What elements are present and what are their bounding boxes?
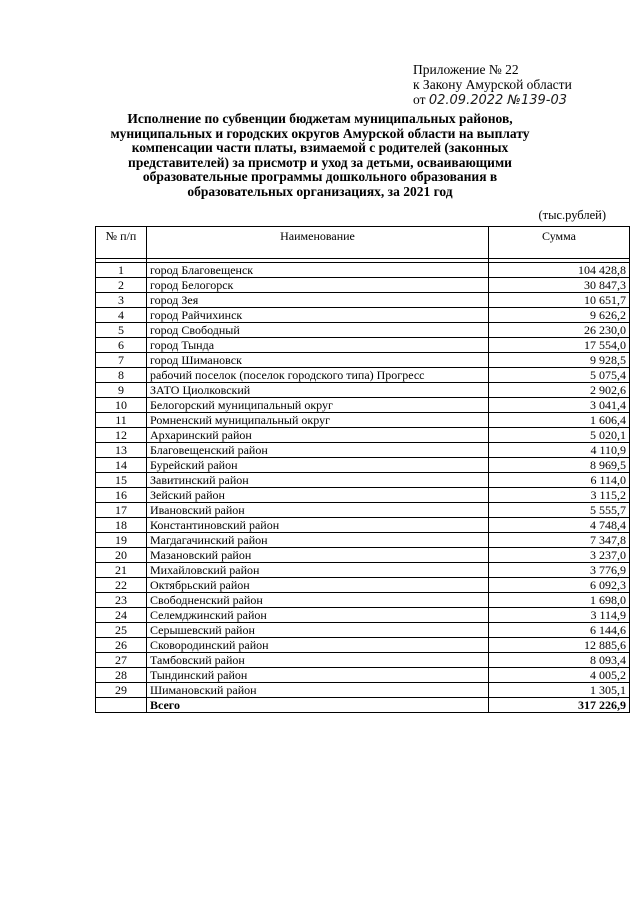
- header-name: Наименование: [147, 227, 489, 259]
- row-name: Зейский район: [147, 488, 489, 503]
- row-name: ЗАТО Циолковский: [147, 383, 489, 398]
- row-sum: 1 305,1: [489, 683, 630, 698]
- units-label: (тыс.рублей): [538, 208, 606, 222]
- row-number: 3: [96, 293, 147, 308]
- row-sum: 6 092,3: [489, 578, 630, 593]
- row-name: город Шимановск: [147, 353, 489, 368]
- table-row: [96, 503, 630, 518]
- row-name: город Тында: [147, 338, 489, 353]
- row-number: 6: [96, 338, 147, 353]
- table-row: [96, 578, 630, 593]
- row-number: 4: [96, 308, 147, 323]
- row-number: 17: [96, 503, 147, 518]
- row-name: город Райчихинск: [147, 308, 489, 323]
- row-name: Селемджинский район: [147, 608, 489, 623]
- handwritten-date: 02.09.2022 №139-03: [428, 93, 567, 108]
- row-number: 19: [96, 533, 147, 548]
- row-name: Шимановский район: [147, 683, 489, 698]
- table-row: [96, 593, 630, 608]
- header-num: № п/п: [96, 227, 147, 259]
- row-number: 26: [96, 638, 147, 653]
- appendix-header: [413, 62, 633, 108]
- table-row: [96, 323, 630, 338]
- table-row: [96, 428, 630, 443]
- total-row: [96, 698, 630, 713]
- table-row: [96, 368, 630, 383]
- total-label: Всего: [147, 698, 489, 713]
- table-row: [96, 683, 630, 698]
- row-number: 2: [96, 278, 147, 293]
- row-sum: 6 114,0: [489, 473, 630, 488]
- row-name: Белогорский муниципальный округ: [147, 398, 489, 413]
- row-number: 9: [96, 383, 147, 398]
- row-name: Мазановский район: [147, 548, 489, 563]
- table-row: [96, 443, 630, 458]
- row-number: 16: [96, 488, 147, 503]
- row-number: 22: [96, 578, 147, 593]
- row-sum: 3 115,2: [489, 488, 630, 503]
- row-number: 7: [96, 353, 147, 368]
- row-number: 23: [96, 593, 147, 608]
- table-row: [96, 278, 630, 293]
- row-sum: 4 005,2: [489, 668, 630, 683]
- row-sum: 8 969,5: [489, 458, 630, 473]
- appendix-number: Приложение № 22: [413, 62, 519, 77]
- row-sum: 6 144,6: [489, 623, 630, 638]
- row-number: 25: [96, 623, 147, 638]
- row-number: 21: [96, 563, 147, 578]
- row-name: Октябрьский район: [147, 578, 489, 593]
- table-row: [96, 263, 630, 278]
- row-number: 10: [96, 398, 147, 413]
- row-name: город Свободный: [147, 323, 489, 338]
- row-sum: 26 230,0: [489, 323, 630, 338]
- row-number: 11: [96, 413, 147, 428]
- table-row: [96, 518, 630, 533]
- row-name: Константиновский район: [147, 518, 489, 533]
- row-name: Бурейский район: [147, 458, 489, 473]
- row-sum: 7 347,8: [489, 533, 630, 548]
- row-name: Магдагачинский район: [147, 533, 489, 548]
- appendix-law-reference: к Закону Амурской области: [413, 77, 572, 92]
- row-sum: 8 093,4: [489, 653, 630, 668]
- row-number: 5: [96, 323, 147, 338]
- table-row: [96, 353, 630, 368]
- total-sum: 317 226,9: [489, 698, 630, 713]
- total-num-cell: [96, 698, 147, 713]
- row-name: Архаринский район: [147, 428, 489, 443]
- row-number: 8: [96, 368, 147, 383]
- row-name: Серышевский район: [147, 623, 489, 638]
- row-name: Тамбовский район: [147, 653, 489, 668]
- row-sum: 3 776,9: [489, 563, 630, 578]
- row-name: город Зея: [147, 293, 489, 308]
- row-name: Михайловский район: [147, 563, 489, 578]
- table-row: [96, 458, 630, 473]
- table-header-row: [96, 227, 630, 259]
- table-row: [96, 293, 630, 308]
- row-sum: 17 554,0: [489, 338, 630, 353]
- table-row: [96, 653, 630, 668]
- row-sum: 4 110,9: [489, 443, 630, 458]
- table-row: [96, 308, 630, 323]
- row-sum: 5 075,4: [489, 368, 630, 383]
- row-sum: 30 847,3: [489, 278, 630, 293]
- row-number: 20: [96, 548, 147, 563]
- date-prefix: от: [413, 92, 426, 107]
- row-sum: 3 237,0: [489, 548, 630, 563]
- row-number: 1: [96, 263, 147, 278]
- subvention-table: [95, 226, 630, 713]
- table-row: [96, 398, 630, 413]
- table-row: [96, 623, 630, 638]
- appendix-date-line: [413, 92, 633, 108]
- row-number: 14: [96, 458, 147, 473]
- row-name: Сковородинский район: [147, 638, 489, 653]
- row-sum: 4 748,4: [489, 518, 630, 533]
- row-name: Благовещенский район: [147, 443, 489, 458]
- table-row: [96, 548, 630, 563]
- table-row: [96, 488, 630, 503]
- row-number: 15: [96, 473, 147, 488]
- row-number: 12: [96, 428, 147, 443]
- table-row: [96, 563, 630, 578]
- row-sum: 12 885,6: [489, 638, 630, 653]
- table-row: [96, 608, 630, 623]
- header-sum: Сумма: [489, 227, 630, 259]
- table-row: [96, 383, 630, 398]
- row-number: 27: [96, 653, 147, 668]
- row-number: 24: [96, 608, 147, 623]
- document-title: Исполнение по субвенции бюджетам муниципальных районов, муниципальных и городских округов Амурской области на выплату компенсации части платы, взимаемой с родителей (законных представителей) за присмотр и уход за детьми, осваивающими образовательные программы дошкольного образования в образовательных организациях, за 2021 год: [110, 111, 530, 199]
- table-row: [96, 473, 630, 488]
- row-name: Ромненский муниципальный округ: [147, 413, 489, 428]
- row-sum: 1 606,4: [489, 413, 630, 428]
- row-sum: 1 698,0: [489, 593, 630, 608]
- table-body: [96, 263, 630, 698]
- row-number: 13: [96, 443, 147, 458]
- row-name: Тындинский район: [147, 668, 489, 683]
- row-name: Ивановский район: [147, 503, 489, 518]
- table-row: [96, 338, 630, 353]
- row-sum: 10 651,7: [489, 293, 630, 308]
- row-number: 29: [96, 683, 147, 698]
- row-sum: 5 555,7: [489, 503, 630, 518]
- row-name: город Белогорск: [147, 278, 489, 293]
- row-sum: 5 020,1: [489, 428, 630, 443]
- row-sum: 9 626,2: [489, 308, 630, 323]
- row-sum: 9 928,5: [489, 353, 630, 368]
- row-sum: 2 902,6: [489, 383, 630, 398]
- table-row: [96, 413, 630, 428]
- row-name: Завитинский район: [147, 473, 489, 488]
- row-sum: 3 041,4: [489, 398, 630, 413]
- table-row: [96, 668, 630, 683]
- row-number: 18: [96, 518, 147, 533]
- row-name: Свободненский район: [147, 593, 489, 608]
- row-number: 28: [96, 668, 147, 683]
- row-name: рабочий поселок (поселок городского типа) Прогресс: [147, 368, 489, 383]
- table-row: [96, 638, 630, 653]
- row-sum: 104 428,8: [489, 263, 630, 278]
- row-sum: 3 114,9: [489, 608, 630, 623]
- table-row: [96, 533, 630, 548]
- row-name: город Благовещенск: [147, 263, 489, 278]
